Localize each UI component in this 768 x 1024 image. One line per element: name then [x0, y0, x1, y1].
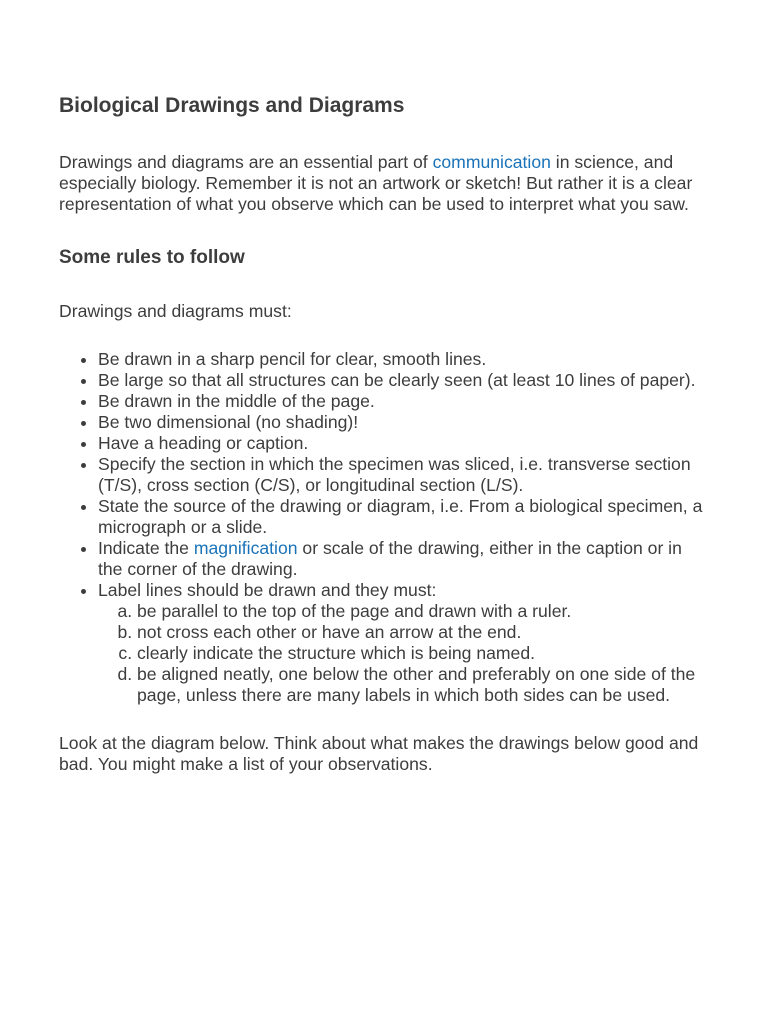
sub-item: d. be aligned neatly, one below the other and preferably on one side of the page, unless there are many labels in which both sides can be used.: [137, 664, 709, 706]
intro-text-end: in science, and especially biology. Remember it is not an artwork or sketch! But rather it is a clear representation of what you observe which can be used to interpret what you saw.: [59, 152, 693, 214]
rule-item-label-lines: [98, 580, 709, 706]
rule-item: • Be large so that all structures can be clearly seen (at least 10 lines of paper).: [98, 370, 709, 391]
rule-item: • Have a heading or caption.: [98, 433, 709, 454]
must-paragraph: Drawings and diagrams must:: [59, 301, 292, 321]
magnification-text-end: or scale of the drawing, either in the caption or in the corner of the drawing.: [98, 538, 682, 579]
rule-item: • Be drawn in the middle of the page.: [98, 391, 709, 412]
magnification-link[interactable]: magnification: [193, 538, 298, 558]
rules-heading: Some rules to follow: [59, 247, 245, 268]
rule-item-magnification: [98, 538, 709, 580]
document-page: [59, 90, 709, 775]
communication-link[interactable]: communication: [432, 152, 551, 172]
label-lines-sublist: [98, 601, 709, 706]
rule-item: • Be drawn in a sharp pencil for clear, smooth lines.: [98, 349, 709, 370]
sub-item: a. be parallel to the top of the page and drawn with a ruler.: [137, 601, 709, 622]
rule-item: • State the source of the drawing or diagram, i.e. From a biological specimen, a micrograph or a slide.: [98, 496, 709, 538]
label-lines-text: Label lines should be drawn and they must:: [98, 580, 437, 600]
rule-item: • Be two dimensional (no shading)!: [98, 412, 709, 433]
sub-item: b. not cross each other or have an arrow at the end.: [137, 622, 709, 643]
rules-list: [59, 349, 709, 706]
intro-text-start: Drawings and diagrams are an essential part of: [59, 152, 433, 172]
intro-paragraph: [59, 152, 709, 215]
closing-paragraph: Look at the diagram below. Think about what makes the drawings below good and bad. You might make a list of your observations.: [59, 733, 699, 774]
sub-item: c. clearly indicate the structure which is being named.: [137, 643, 709, 664]
rule-item: • Specify the section in which the specimen was sliced, i.e. transverse section (T/S), cross section (C/S), or longitudinal section (L/S).: [98, 454, 709, 496]
page-title: Biological Drawings and Diagrams: [59, 94, 405, 117]
magnification-text-start: Indicate the: [98, 538, 194, 558]
